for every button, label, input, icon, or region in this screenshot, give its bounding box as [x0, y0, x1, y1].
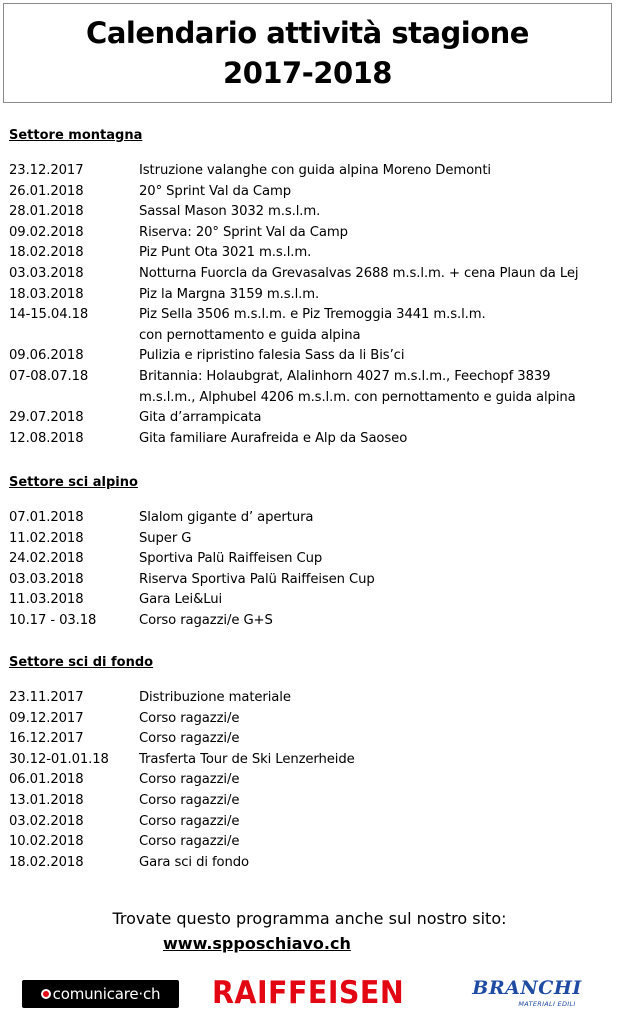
activity-date: 14-15.04.18 — [9, 307, 89, 323]
list-item — [9, 590, 609, 611]
activity-date: 16.12.2017 — [9, 731, 84, 747]
activity-date: 13.01.2018 — [9, 792, 84, 808]
activity-date: 07.01.2018 — [9, 510, 84, 525]
list-item — [9, 853, 609, 874]
list-item — [9, 750, 609, 771]
activity-date: 07-08.07.18 — [9, 368, 89, 384]
list-item — [9, 305, 609, 346]
list-item — [9, 611, 609, 632]
list-item — [9, 549, 609, 570]
page-title-season: 2017-2018 — [223, 56, 392, 90]
activity-description: Piz la Margna 3159 m.s.l.m. — [139, 286, 320, 302]
activity-description: Britannia: Holaubgrat, Alalinhorn 4027 m.s.l.m., Feechopf 3839 m.s.l.m., Alphubel 4206 m.s.l.m. con pernottamento e guida alpina — [139, 368, 576, 405]
activity-date: 03.03.2018 — [9, 265, 84, 281]
raiffeisen-logo: RAIFFEISEN — [212, 975, 405, 1011]
activity-description: Gita familiare Aurafreida e Alp da Saoseo — [139, 430, 408, 446]
branchi-logo-subtitle: MATERIALI EDILI — [518, 1000, 576, 1008]
list-item — [9, 429, 609, 450]
activity-date: 12.08.2018 — [9, 430, 84, 446]
comunicare-logo — [22, 980, 179, 1008]
activity-description: Sportiva Palü Raiffeisen Cup — [139, 551, 323, 567]
activity-date: 29.07.2018 — [9, 410, 84, 426]
activity-description: Corso ragazzi/e — [139, 813, 240, 829]
sponsor-logos — [0, 970, 619, 1020]
activity-date: 26.01.2018 — [9, 183, 84, 199]
activity-date: 09.02.2018 — [9, 224, 84, 240]
section-rows — [9, 688, 609, 873]
list-item — [9, 709, 609, 730]
activity-description: Istruzione valanghe con guida alpina Moreno Demonti — [139, 163, 491, 178]
activity-description: Pulizia e ripristino falesia Sass da li Bis’ci — [139, 348, 405, 364]
branchi-logo-name: BRANCHI — [472, 977, 582, 999]
section-heading: Settore montagna — [9, 128, 143, 143]
activity-description: 20° Sprint Val da Camp — [139, 183, 291, 199]
activity-description: Sassal Mason 3032 m.s.l.m. — [139, 204, 321, 220]
activity-description: Corso ragazzi/e — [139, 792, 240, 808]
list-item — [9, 508, 609, 529]
activity-date: 23.12.2017 — [9, 163, 84, 178]
activity-description: Trasferta Tour de Ski Lenzerheide — [139, 751, 355, 767]
activity-date: 28.01.2018 — [9, 204, 84, 220]
section-rows — [9, 508, 609, 632]
activity-description: Corso ragazzi/e — [139, 710, 240, 726]
list-item — [9, 285, 609, 306]
list-item — [9, 688, 609, 709]
comunicare-logo-text: comunicare·ch — [52, 985, 161, 1003]
activity-description: Gita d’arrampicata — [139, 410, 262, 426]
activity-description: Riserva Sportiva Palü Raiffeisen Cup — [139, 571, 375, 587]
list-item — [9, 367, 609, 408]
list-item — [9, 408, 609, 429]
list-item — [9, 202, 609, 223]
list-item — [9, 832, 609, 853]
activity-description: Corso ragazzi/e — [139, 731, 240, 747]
section-montagna — [9, 128, 609, 449]
list-item — [9, 223, 609, 244]
activity-date: 18.02.2018 — [9, 245, 84, 261]
section-heading: Settore sci di fondo — [9, 655, 154, 670]
activity-date: 03.02.2018 — [9, 813, 84, 829]
list-item — [9, 770, 609, 791]
page-title: Calendario attività stagione — [86, 16, 529, 50]
list-item — [9, 529, 609, 550]
activity-date: 18.03.2018 — [9, 286, 84, 302]
activity-date: 11.02.2018 — [9, 530, 84, 546]
activity-description: Notturna Fuorcla da Grevasalvas 2688 m.s.l.m. + cena Plaun da Lej — [139, 265, 579, 281]
activity-description: Piz Sella 3506 m.s.l.m. e Piz Tremoggia 3441 m.s.l.m. con pernottamento e guida alpina — [139, 307, 486, 343]
activity-description: Piz Punt Ota 3021 m.s.l.m. — [139, 245, 312, 261]
title-box — [3, 3, 612, 103]
section-rows — [9, 161, 609, 449]
list-item — [9, 729, 609, 750]
website-link[interactable]: www.spposchiavo.ch — [163, 934, 351, 953]
activity-date: 30.12-01.01.18 — [9, 751, 109, 767]
activity-description: Gara sci di fondo — [139, 854, 250, 870]
branchi-logo — [472, 976, 582, 1016]
activity-date: 03.03.2018 — [9, 571, 84, 587]
section-sci-di-fondo — [9, 655, 609, 873]
activity-date: 09.06.2018 — [9, 348, 84, 364]
activity-description: Super G — [139, 530, 192, 546]
activity-date: 10.17 - 03.18 — [9, 612, 97, 628]
list-item — [9, 791, 609, 812]
list-item — [9, 161, 609, 182]
section-heading: Settore sci alpino — [9, 475, 138, 490]
list-item — [9, 570, 609, 591]
list-item — [9, 243, 609, 264]
list-item — [9, 264, 609, 285]
section-sci-alpino — [9, 475, 609, 632]
activity-description: Slalom gigante d’ apertura — [139, 510, 314, 525]
footer-text: Trovate questo programma anche sul nostro sito: — [112, 909, 507, 928]
activity-date: 24.02.2018 — [9, 551, 84, 567]
activity-date: 11.03.2018 — [9, 592, 84, 608]
activity-description: Riserva: 20° Sprint Val da Camp — [139, 224, 348, 240]
activity-date: 10.02.2018 — [9, 834, 84, 850]
activity-description: Gara Lei&Lui — [139, 592, 223, 608]
activity-description: Corso ragazzi/e — [139, 834, 240, 850]
activity-date: 06.01.2018 — [9, 772, 84, 788]
activity-date: 09.12.2017 — [9, 710, 84, 726]
list-item — [9, 812, 609, 833]
activity-date: 23.11.2017 — [9, 690, 84, 705]
list-item — [9, 346, 609, 367]
comunicare-dot-icon — [41, 989, 51, 999]
activity-description: Corso ragazzi/e G+S — [139, 612, 273, 628]
activity-description: Corso ragazzi/e — [139, 772, 240, 788]
activity-date: 18.02.2018 — [9, 854, 84, 870]
list-item — [9, 182, 609, 203]
activity-description: Distribuzione materiale — [139, 690, 291, 705]
